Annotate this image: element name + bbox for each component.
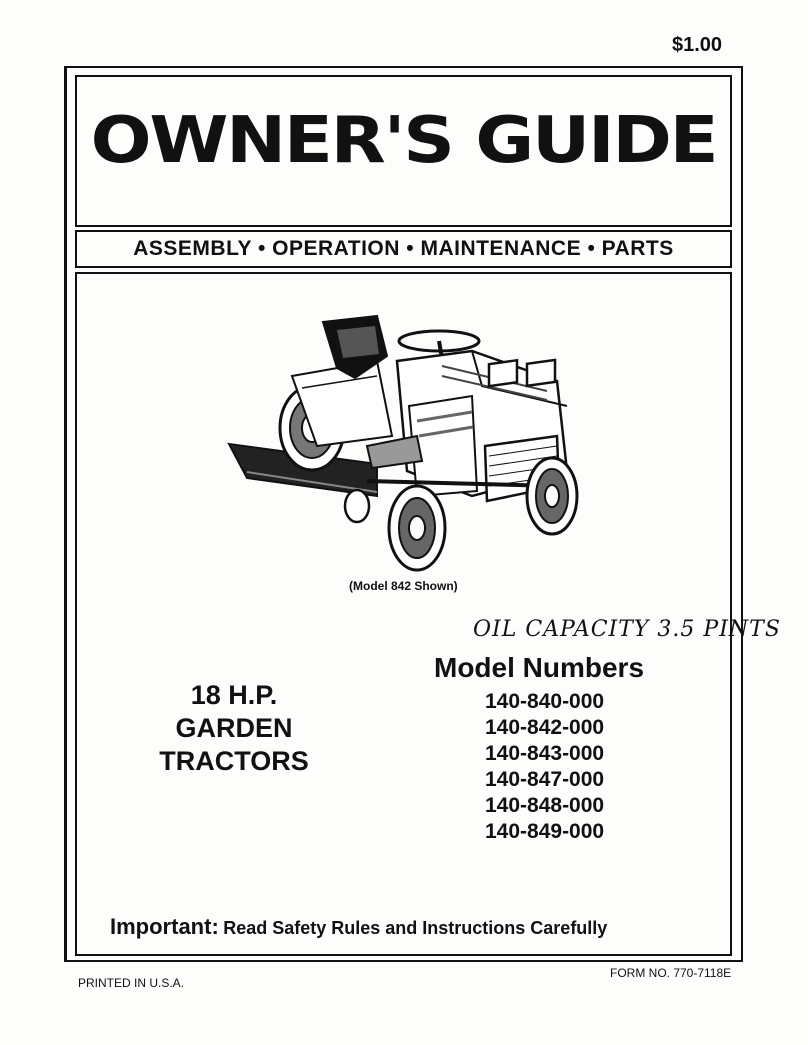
model-number: 140-849-000: [485, 820, 605, 843]
subtitle-banner: ASSEMBLY • OPERATION • MAINTENANCE • PARTS: [133, 237, 674, 260]
important-text: Read Safety Rules and Instructions Carefully: [223, 918, 608, 938]
title-box: [75, 75, 732, 227]
model-number: 140-848-000: [485, 794, 605, 817]
model-number: 140-842-000: [485, 716, 605, 739]
printed-in-label: PRINTED IN U.S.A.: [78, 976, 185, 990]
model-numbers-heading: Model Numbers: [434, 652, 645, 683]
subtitle-box: [75, 230, 732, 268]
tractor-illustration: [227, 296, 587, 576]
important-notice: [110, 914, 607, 940]
main-panel: [75, 272, 781, 956]
product-type-line2: TRACTORS: [159, 746, 309, 776]
model-number: 140-847-000: [485, 768, 605, 791]
model-list: [485, 689, 604, 845]
model-number: 140-843-000: [485, 742, 605, 765]
price-label: $1.00: [672, 34, 723, 56]
handwritten-note: OIL CAPACITY 3.5 PINTS: [473, 617, 781, 642]
product-name: [149, 679, 319, 778]
model-number: 140-840-000: [485, 690, 605, 713]
important-label: Important:: [110, 914, 219, 939]
form-number: FORM NO. 770-7118E: [610, 966, 732, 980]
illustration-caption: (Model 842 Shown): [349, 579, 458, 593]
product-hp: 18 H.P.: [190, 680, 278, 710]
page-title: OWNER'S GUIDE: [90, 104, 717, 178]
product-type-line1: GARDEN: [175, 713, 293, 743]
